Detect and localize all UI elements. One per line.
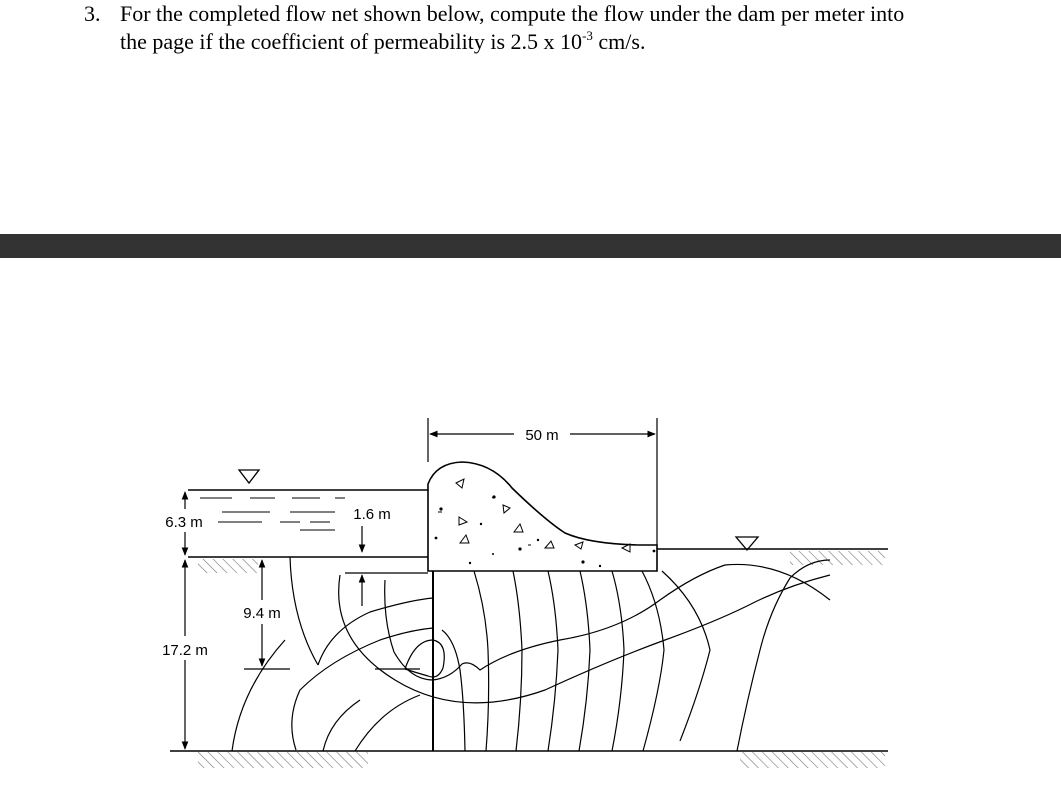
problem-line-2: the page if the coefficient of permeability is 2.5 x 10 — [120, 29, 583, 54]
exponent: -3 — [582, 28, 593, 43]
tailwater-level-icon — [736, 537, 758, 550]
label-tailwater: 1.6 m — [353, 506, 391, 523]
dim-soil-layer — [162, 560, 208, 749]
headwater — [188, 470, 428, 530]
dim-sheet-pile — [243, 560, 281, 666]
water-level-icon — [239, 470, 259, 483]
problem-line-2-units: cm/s. — [592, 29, 646, 54]
concrete-dam — [428, 462, 657, 571]
label-headwater: 6.3 m — [165, 514, 203, 531]
dim-headwater — [165, 492, 203, 555]
ground-lines — [170, 549, 888, 751]
problem-line-1: For the completed flow net shown below, compute the flow under the dam per meter into — [120, 1, 905, 26]
flow-lines — [292, 564, 830, 750]
water-ripples — [200, 498, 345, 530]
label-soil-layer: 17.2 m — [162, 642, 208, 659]
label-dam-width: 50 m — [525, 427, 559, 444]
label-sheet-pile: 9.4 m — [243, 605, 281, 622]
equipotential-lines — [232, 557, 830, 751]
problem-number: 3. — [84, 1, 101, 26]
ground-hatching — [198, 551, 885, 768]
